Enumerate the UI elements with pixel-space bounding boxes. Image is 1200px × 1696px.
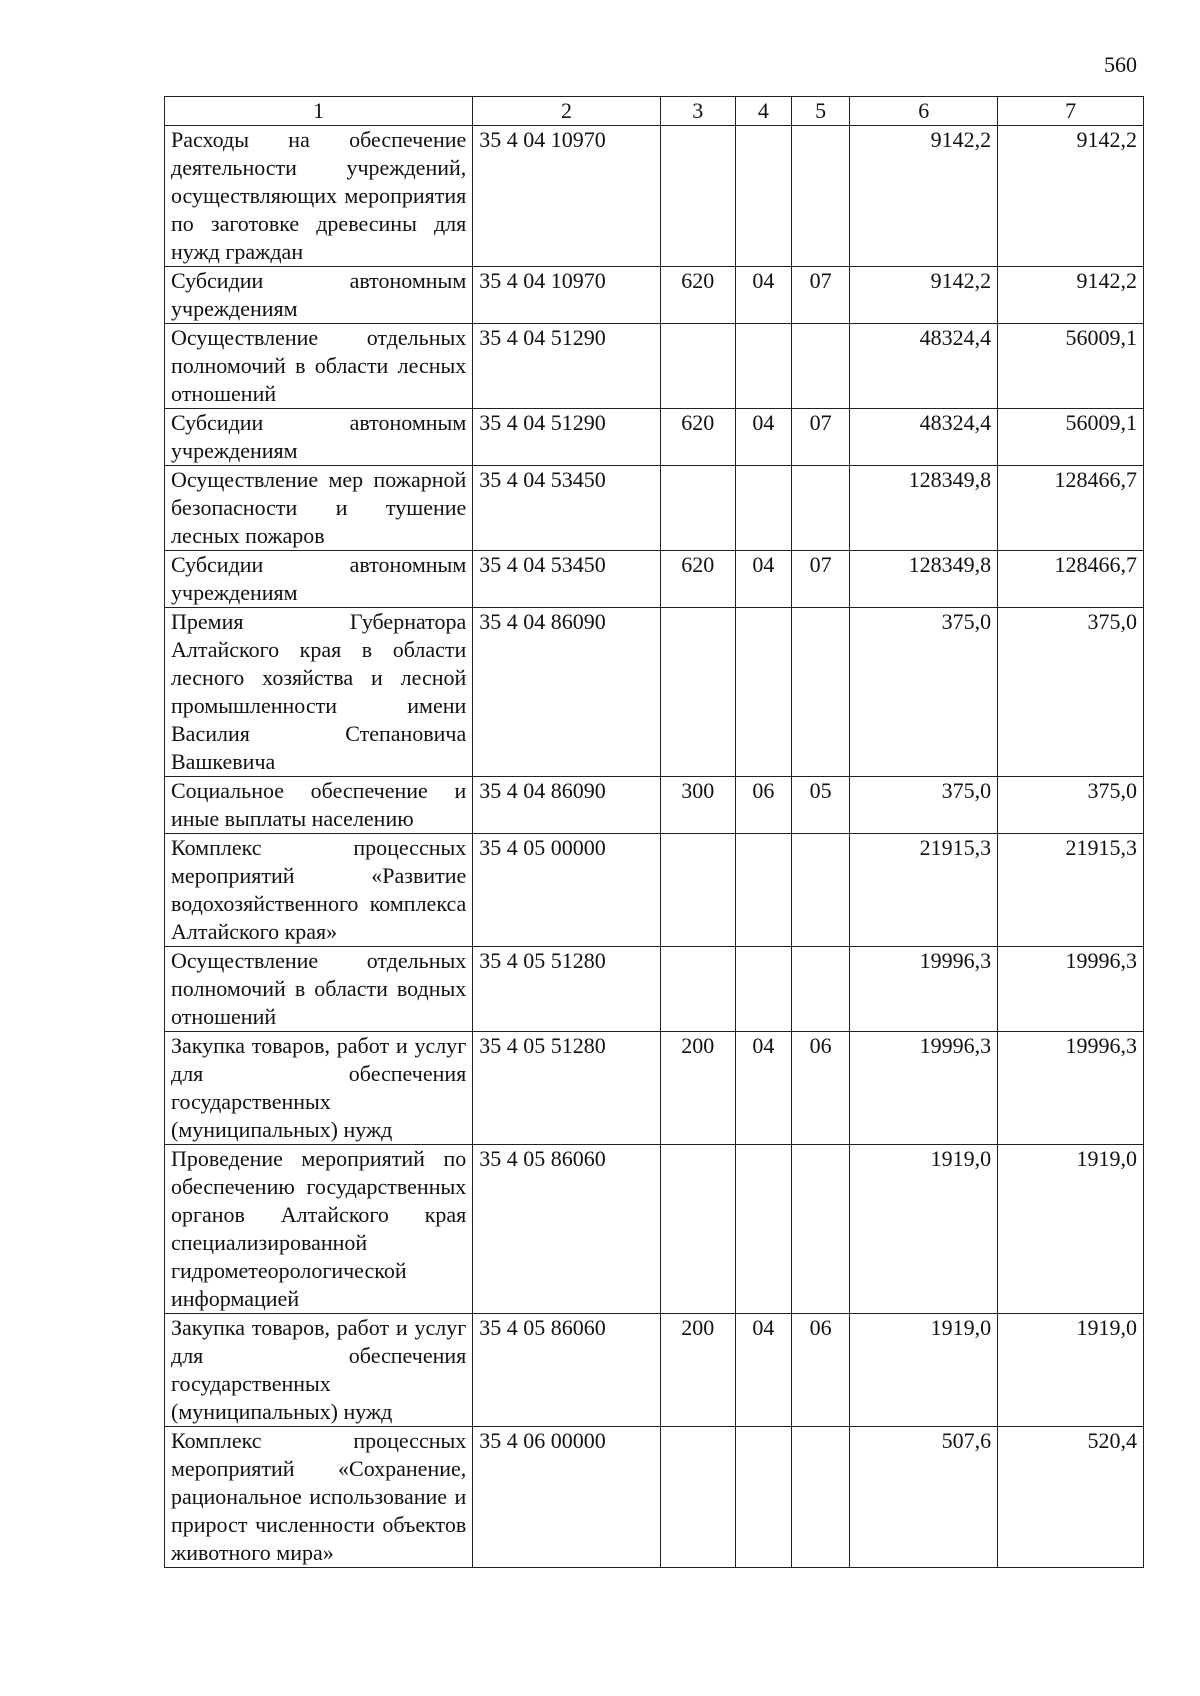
table-row: [165, 551, 1144, 608]
row-col-3: [660, 1427, 735, 1568]
budget-table: [164, 96, 1144, 1568]
row-amount-6: 19996,3: [850, 1032, 998, 1145]
row-col-4: 04: [735, 267, 791, 324]
table-row: [165, 1145, 1144, 1314]
row-col-3: 620: [660, 267, 735, 324]
table-row: [165, 126, 1144, 267]
row-col-4: 06: [735, 777, 791, 834]
row-col-4: [735, 126, 791, 267]
row-name: Комплекс процессных мероприятий «Развитие водохозяйственного комплекса Алтайского края»: [165, 834, 473, 947]
row-col-3: [660, 1145, 735, 1314]
row-amount-7: 1919,0: [998, 1314, 1144, 1427]
row-code: 35 4 06 00000: [473, 1427, 660, 1568]
row-amount-6: 375,0: [850, 777, 998, 834]
row-code: 35 4 05 86060: [473, 1145, 660, 1314]
table-row: [165, 777, 1144, 834]
row-amount-7: 56009,1: [998, 409, 1144, 466]
row-col-4: [735, 1145, 791, 1314]
row-amount-7: 375,0: [998, 777, 1144, 834]
row-name: Осуществление отдельных полномочий в области водных отношений: [165, 947, 473, 1032]
header-row: [165, 97, 1144, 126]
row-name: Осуществление мер пожарной безопасности и тушение лесных пожаров: [165, 466, 473, 551]
row-amount-7: 520,4: [998, 1427, 1144, 1568]
row-col-5: 07: [791, 551, 849, 608]
row-col-5: [791, 1145, 849, 1314]
row-col-4: [735, 947, 791, 1032]
table-row: [165, 947, 1144, 1032]
table-row: [165, 608, 1144, 777]
row-col-3: [660, 466, 735, 551]
row-name: Субсидии автономным учреждениям: [165, 551, 473, 608]
table-row: [165, 267, 1144, 324]
table-row: [165, 1427, 1144, 1568]
page-number: 560: [1104, 52, 1137, 77]
row-amount-7: 1919,0: [998, 1145, 1144, 1314]
row-code: 35 4 05 86060: [473, 1314, 660, 1427]
row-amount-7: 9142,2: [998, 126, 1144, 267]
row-code: 35 4 04 86090: [473, 777, 660, 834]
row-col-4: 04: [735, 1314, 791, 1427]
row-amount-6: 9142,2: [850, 126, 998, 267]
row-name: Субсидии автономным учреждениям: [165, 267, 473, 324]
row-amount-7: 9142,2: [998, 267, 1144, 324]
row-amount-7: 56009,1: [998, 324, 1144, 409]
row-amount-7: 19996,3: [998, 947, 1144, 1032]
row-col-4: [735, 466, 791, 551]
row-col-3: 200: [660, 1032, 735, 1145]
row-amount-6: 128349,8: [850, 466, 998, 551]
header-col-7: 7: [998, 97, 1144, 126]
row-amount-7: 21915,3: [998, 834, 1144, 947]
row-amount-6: 1919,0: [850, 1145, 998, 1314]
row-name: Закупка товаров, работ и услуг для обеспечения государственных (муниципальных) нужд: [165, 1314, 473, 1427]
row-col-3: [660, 834, 735, 947]
table-row: [165, 466, 1144, 551]
row-col-5: [791, 1427, 849, 1568]
row-col-3: 620: [660, 551, 735, 608]
row-code: 35 4 05 00000: [473, 834, 660, 947]
row-col-5: 07: [791, 267, 849, 324]
row-col-3: [660, 947, 735, 1032]
row-amount-6: 507,6: [850, 1427, 998, 1568]
row-code: 35 4 04 86090: [473, 608, 660, 777]
row-amount-6: 1919,0: [850, 1314, 998, 1427]
row-col-5: 06: [791, 1032, 849, 1145]
row-name: Премия Губернатора Алтайского края в области лесного хозяйства и лесной промышленности имени Василия Степановича Вашкевича: [165, 608, 473, 777]
row-name: Закупка товаров, работ и услуг для обеспечения государственных (муниципальных) нужд: [165, 1032, 473, 1145]
row-code: 35 4 04 51290: [473, 409, 660, 466]
table-row: [165, 1032, 1144, 1145]
row-col-5: [791, 126, 849, 267]
row-name: Осуществление отдельных полномочий в области лесных отношений: [165, 324, 473, 409]
row-col-4: [735, 324, 791, 409]
row-amount-7: 19996,3: [998, 1032, 1144, 1145]
row-amount-6: 21915,3: [850, 834, 998, 947]
row-col-5: [791, 466, 849, 551]
table-row: [165, 834, 1144, 947]
row-col-4: [735, 1427, 791, 1568]
row-amount-7: 128466,7: [998, 551, 1144, 608]
row-code: 35 4 04 10970: [473, 126, 660, 267]
header-col-4: 4: [735, 97, 791, 126]
row-col-4: [735, 608, 791, 777]
row-col-4: [735, 834, 791, 947]
row-amount-6: 375,0: [850, 608, 998, 777]
row-col-3: [660, 126, 735, 267]
row-col-3: [660, 608, 735, 777]
row-name: Комплекс процессных мероприятий «Сохранение, рациональное использование и прирост численности объектов животного мира»: [165, 1427, 473, 1568]
row-code: 35 4 05 51280: [473, 1032, 660, 1145]
table-row: [165, 409, 1144, 466]
table-row: [165, 1314, 1144, 1427]
row-amount-7: 375,0: [998, 608, 1144, 777]
row-col-5: [791, 324, 849, 409]
row-name: Субсидии автономным учреждениям: [165, 409, 473, 466]
row-amount-6: 48324,4: [850, 409, 998, 466]
row-name: Проведение мероприятий по обеспечению государственных органов Алтайского края специализированной гидрометеорологической информацией: [165, 1145, 473, 1314]
row-col-4: 04: [735, 409, 791, 466]
row-code: 35 4 04 53450: [473, 551, 660, 608]
row-col-5: 05: [791, 777, 849, 834]
row-col-4: 04: [735, 551, 791, 608]
header-col-1: 1: [165, 97, 473, 126]
row-code: 35 4 04 51290: [473, 324, 660, 409]
header-col-6: 6: [850, 97, 998, 126]
row-col-3: [660, 324, 735, 409]
row-col-4: 04: [735, 1032, 791, 1145]
row-amount-7: 128466,7: [998, 466, 1144, 551]
row-col-3: 300: [660, 777, 735, 834]
row-code: 35 4 05 51280: [473, 947, 660, 1032]
row-amount-6: 128349,8: [850, 551, 998, 608]
table-row: [165, 324, 1144, 409]
row-amount-6: 9142,2: [850, 267, 998, 324]
row-amount-6: 48324,4: [850, 324, 998, 409]
header-col-2: 2: [473, 97, 660, 126]
row-name: Социальное обеспечение и иные выплаты населению: [165, 777, 473, 834]
row-amount-6: 19996,3: [850, 947, 998, 1032]
row-col-3: 620: [660, 409, 735, 466]
row-col-5: [791, 834, 849, 947]
row-name: Расходы на обеспечение деятельности учреждений, осуществляющих мероприятия по заготовке древесины для нужд граждан: [165, 126, 473, 267]
row-col-5: [791, 947, 849, 1032]
header-col-3: 3: [660, 97, 735, 126]
row-code: 35 4 04 10970: [473, 267, 660, 324]
row-col-5: 06: [791, 1314, 849, 1427]
row-code: 35 4 04 53450: [473, 466, 660, 551]
row-col-5: 07: [791, 409, 849, 466]
row-col-5: [791, 608, 849, 777]
header-col-5: 5: [791, 97, 849, 126]
row-col-3: 200: [660, 1314, 735, 1427]
